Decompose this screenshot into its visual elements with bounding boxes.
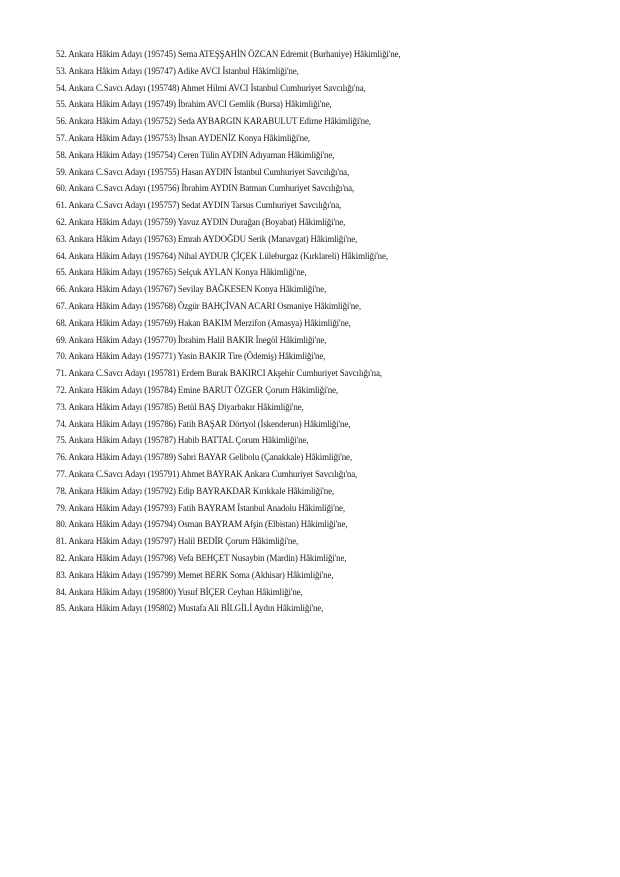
list-item: 55. Ankara Hâkim Adayı (195749) İbrahim AVCI Gemlik (Bursa) Hâkimliği'ne,	[56, 99, 332, 111]
list-item: 68. Ankara Hâkim Adayı (195769) Hakan BAKIM Merzifon (Amasya) Hâkimliği'ne,	[56, 317, 351, 329]
list-item: 53. Ankara Hâkim Adayı (195747) Adike AVCI İstanbul Hâkimliği'ne,	[56, 65, 299, 77]
list-item: 82. Ankara Hâkim Adayı (195798) Vefa BEHÇET Nusaybin (Mardin) Hâkimliği'ne,	[56, 552, 347, 564]
list-item: 67. Ankara Hâkim Adayı (195768) Özgür BAHÇİVAN ACARI Osmaniye Hâkimliği'ne,	[56, 300, 361, 312]
list-item: 60. Ankara C.Savcı Adayı (195756) İbrahim AYDIN Batman Cumhuriyet Savcılığı'na,	[56, 183, 355, 195]
list-item: 63. Ankara Hâkim Adayı (195763) Emrah AYDOĞDU Serik (Manavgat) Hâkimliği'ne,	[56, 233, 358, 245]
list-item: 57. Ankara Hâkim Adayı (195753) İhsan AYDENİZ Konya Hâkimliği'ne,	[56, 132, 310, 144]
list-item: 76. Ankara Hâkim Adayı (195789) Sabri BAYAR Gelibolu (Çanakkale) Hâkimliği'ne,	[56, 452, 352, 464]
appointment-list	[56, 47, 606, 618]
list-item: 70. Ankara Hâkim Adayı (195771) Yasin BAKIR Tire (Ödemiş) Hâkimliği'ne,	[56, 351, 326, 363]
list-item: 61. Ankara C.Savcı Adayı (195757) Sedat AYDIN Tarsus Cumhuriyet Savcılığı'na,	[56, 200, 342, 212]
list-item: 72. Ankara Hâkim Adayı (195784) Emine BARUT ÖZGER Çorum Hâkimliği'ne,	[56, 384, 339, 396]
list-item: 54. Ankara C.Savcı Adayı (195748) Ahmet Hilmi AVCI İstanbul Cumhuriyet Savcılığı'na,	[56, 82, 366, 94]
list-item: 75. Ankara Hâkim Adayı (195787) Habib BATTAL Çorum Hâkimliği'ne,	[56, 435, 309, 447]
list-item: 71. Ankara C.Savcı Adayı (195781) Erdem Burak BAKIRCI Akşehir Cumhuriyet Savcılığı'na,	[56, 368, 382, 380]
list-item: 56. Ankara Hâkim Adayı (195752) Seda AYBARGIN KARABULUT Edirne Hâkimliği'ne,	[56, 116, 371, 128]
list-item: 80. Ankara Hâkim Adayı (195794) Osman BAYRAM Afşin (Elbistan) Hâkimliği'ne,	[56, 519, 348, 531]
list-item: 83. Ankara Hâkim Adayı (195799) Memet BERK Soma (Akhisar) Hâkimliği'ne,	[56, 569, 334, 581]
list-item: 78. Ankara Hâkim Adayı (195792) Edip BAYRAKDAR Kırıkkale Hâkimliği'ne,	[56, 485, 334, 497]
list-item: 64. Ankara Hâkim Adayı (195764) Nihal AYDUR ÇİÇEK Lüleburgaz (Kırklareli) Hâkimliği'ne,	[56, 250, 388, 262]
list-item: 85. Ankara Hâkim Adayı (195802) Mustafa Ali BİLGİLİ Aydın Hâkimliği'ne,	[56, 603, 324, 615]
list-item: 58. Ankara Hâkim Adayı (195754) Ceren Tülin AYDIN Adıyaman Hâkimliği'ne,	[56, 149, 335, 161]
list-item: 52. Ankara Hâkim Adayı (195745) Sema ATEŞŞAHİN ÖZCAN Edremit (Burhaniye) Hâkimliği'ne,	[56, 49, 401, 60]
list-item: 69. Ankara Hâkim Adayı (195770) İbrahim Halil BAKIR İnegöl Hâkimliği'ne,	[56, 334, 327, 346]
list-item: 81. Ankara Hâkim Adayı (195797) Halil BEDİR Çorum Hâkimliği'ne,	[56, 536, 299, 548]
list-item: 77. Ankara C.Savcı Adayı (195791) Ahmet BAYRAK Ankara Cumhuriyet Savcılığı'na,	[56, 468, 358, 480]
list-item: 59. Ankara C.Savcı Adayı (195755) Hasan AYDIN İstanbul Cumhuriyet Savcılığı'na,	[56, 166, 350, 178]
list-item: 73. Ankara Hâkim Adayı (195785) Betül BAŞ Diyarbakır Hâkimliği'ne,	[56, 401, 304, 413]
list-item: 79. Ankara Hâkim Adayı (195793) Fatih BAYRAM İstanbul Anadolu Hâkimliği'ne,	[56, 502, 345, 514]
list-item: 84. Ankara Hâkim Adayı (195800) Yusuf BİÇER Ceyhan Hâkimliği'ne,	[56, 586, 303, 598]
list-item: 74. Ankara Hâkim Adayı (195786) Fatih BAŞAR Dörtyol (İskenderun) Hâkimliği'ne,	[56, 418, 351, 430]
list-item: 66. Ankara Hâkim Adayı (195767) Sevilay BAĞKESEN Konya Hâkimliği'ne,	[56, 284, 327, 296]
list-item: 65. Ankara Hâkim Adayı (195765) Selçuk AYLAN Konya Hâkimliği'ne,	[56, 267, 307, 279]
list-item: 62. Ankara Hâkim Adayı (195759) Yavuz AYDIN Durağan (Boyabat) Hâkimliği'ne,	[56, 216, 346, 228]
